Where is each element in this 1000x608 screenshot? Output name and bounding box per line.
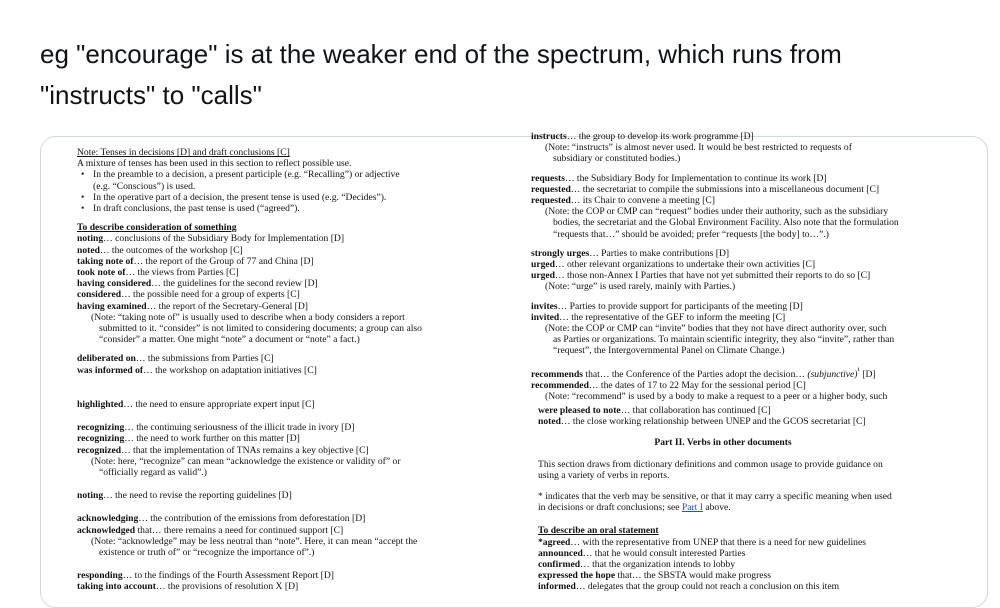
- doc-entry: highlighted… the need to ensure appropriate expert input [C]: [77, 399, 315, 410]
- doc-entry: expressed the hope that… the SBSTA would make progress: [538, 570, 772, 582]
- doc-note: (Note: “acknowledge” may be less neutral than “note”. Here, it can mean “accept the: [91, 535, 418, 547]
- doc-entry: invited… the representative of the GEF to inform the meeting [C]: [531, 311, 786, 323]
- doc-line: Note: Tenses in decisions [D] and draft conclusions [C]: [77, 147, 290, 158]
- doc-section-heading: To describe an oral statement: [538, 525, 659, 537]
- doc-entry: strongly urges… Parties to make contributions [D]: [531, 247, 730, 259]
- doc-entry: recommends that… the Conference of the Parties adopt the decision… (subjunctive)$^{^1}$ [D]: [531, 365, 876, 380]
- doc-paragraph: using a variety of verbs in reports.: [538, 469, 670, 481]
- doc-entry: noting… conclusions of the Subsidiary Body for Implementation [D]: [77, 233, 345, 245]
- doc-entry: *agreed… with the representative from UNEP that there is a need for new guidelines: [538, 536, 866, 548]
- tweet-text: [40, 34, 970, 116]
- tweet-text-line-2: "instructs" to "calls": [40, 80, 262, 110]
- doc-entry: noted… the close working relationship between UNEP and the GCOS secretariat [C]: [538, 416, 866, 428]
- doc-entry: having examined… the report of the Secretary-General [D]: [77, 300, 308, 312]
- document-right-top: [531, 131, 899, 402]
- doc-note: bodies, the secretariat and the Global Environment Facility. Also note that the formulation: [553, 217, 899, 229]
- part-i-link[interactable]: Part I: [681, 502, 703, 514]
- doc-entry: requested… its Chair to convene a meeting [C]: [531, 195, 715, 207]
- doc-entry: instructs… the group to develop its work programme [D]: [531, 131, 754, 142]
- doc-line: A mixture of tenses has been used in this section to reflect possible use.: [77, 158, 352, 170]
- doc-entry: took note of… the views from Parties [C]: [77, 267, 239, 279]
- doc-section-heading: To describe consideration of something: [77, 222, 237, 234]
- doc-entry: confirmed… that the organization intends to lobby: [538, 559, 736, 571]
- doc-entry: taking note of… the report of the Group of 77 and China [D]: [77, 255, 314, 267]
- doc-note: (Note: “instructs” is almost never used. It would be best restricted to requests of: [545, 142, 852, 154]
- doc-note: as Parties or organizations. To maintain scientific integrity, they also “invite”, rather than: [553, 334, 895, 346]
- doc-note: (Note: “taking note of” is usually used to describe when a body considers a report: [91, 311, 405, 323]
- doc-entry: noted… the outcomes of the workshop [C]: [77, 244, 243, 256]
- tweet-text-line-1: eg "encourage" is at the weaker end of the spectrum, which runs from: [40, 39, 842, 69]
- doc-bullet: • In draft conclusions, the past tense is used (“agreed”).: [77, 203, 422, 214]
- doc-entry: recommended… the dates of 17 to 22 May for the sessional period [C]: [531, 380, 806, 392]
- doc-note: “officially regard as valid”.): [99, 467, 207, 479]
- doc-entry: recognized… that the implementation of TNAs remains a key objective [C]: [77, 444, 369, 456]
- doc-entry: requested… the secretariat to compile the submissions into a miscellaneous document [C]: [531, 183, 880, 195]
- doc-entry: having considered… the guidelines for the second review [D]: [77, 278, 318, 290]
- doc-note: “request”, the Intergovernmental Panel on Climate Change.): [553, 345, 785, 357]
- doc-part-heading: Part II. Verbs in other documents: [654, 437, 792, 449]
- document-right-top-crop: [531, 131, 987, 403]
- doc-note: subsidiary or constituted bodies.): [553, 153, 681, 165]
- doc-entry: were pleased to note… that collaboration has continued [C]: [538, 405, 771, 416]
- doc-paragraph: This section draws from dictionary definitions and common usage to provide guidance on: [538, 458, 883, 470]
- doc-entry: responding… to the findings of the Fourth Assessment Report [D]: [77, 570, 334, 582]
- doc-entry: taking into account… the provisions of resolution X [D]: [77, 581, 299, 593]
- doc-entry: acknowledging… the contribution of the emissions from deforestation [D]: [77, 513, 366, 525]
- doc-entry: recognizing… the need to work further on this matter [D]: [77, 433, 300, 445]
- doc-note: existence or truth of” or “recognize the importance of”.): [99, 547, 315, 559]
- document-right-bottom: [538, 405, 908, 593]
- doc-entry: requests… the Subsidiary Body for Implementation to continue its work [D]: [531, 172, 827, 184]
- doc-note: (Note: “recommend” is used by a body to make a request to a peer or a higher body, such: [545, 391, 888, 403]
- document-left-top: [77, 147, 422, 376]
- doc-paragraph: * indicates that the verb may be sensitive, or that it may carry a specific meaning when used: [538, 491, 892, 503]
- doc-entry: acknowledged that… there remains a need for continued support [C]: [77, 524, 344, 536]
- doc-note: (Note: the COP or CMP can “invite” bodies that they not have direct authority over, such: [545, 323, 887, 335]
- doc-entry: was informed of… the workshop on adaptation initiatives [C]: [77, 364, 317, 376]
- doc-entry: recognizing… the continuing seriousness of the illicit trade in ivory [D]: [77, 422, 355, 434]
- doc-entry: urged… those non-Annex I Parties that have not yet submitted their reports to do so [C]: [531, 270, 871, 282]
- doc-bullet: • In the preamble to a decision, a present participle (e.g. “Recalling”) or adjective: [77, 169, 422, 180]
- doc-entry: noting… the need to revise the reporting guidelines [D]: [77, 490, 292, 502]
- attached-image[interactable]: [40, 131, 988, 608]
- doc-note: “consider” a matter. One might “note” a document or “note” a fact.): [99, 334, 360, 346]
- doc-bullet: • In the operative part of a decision, the present tense is used (e.g. “Decides”).: [77, 192, 422, 203]
- doc-entry: considered… the possible need for a group of experts [C]: [77, 289, 300, 301]
- doc-entry: informed… delegates that the group could not reach a conclusion on this item: [538, 581, 840, 593]
- doc-note: submitted to it. “consider” is not limited to considering documents; a group can also: [99, 323, 422, 335]
- document-left-bottom: [77, 399, 417, 593]
- doc-line: (e.g. “Conscious”) is used.: [93, 180, 196, 192]
- doc-note: “requests that…” should be avoided; prefer “requests [the body] to…”.): [553, 228, 829, 240]
- doc-entry: invites… Parties to provide support for participants of the meeting [D]: [531, 300, 803, 312]
- doc-entry: announced… that he would consult interested Parties: [538, 547, 746, 559]
- doc-entry: deliberated on… the submissions from Parties [C]: [77, 353, 274, 365]
- doc-note: (Note: “urge” is used rarely, mainly with Parties.): [545, 281, 736, 293]
- doc-entry: urged… other relevant organizations to undertake their own activities [C]: [531, 259, 816, 271]
- doc-note: (Note: the COP or CMP can “request” bodies under their authority, such as the subsidiary: [545, 206, 889, 218]
- doc-note: (Note: here, “recognize” can mean “acknowledge the existence or validity of” or: [91, 455, 401, 467]
- doc-paragraph: in decisions or draft conclusions; see Part I above.: [538, 502, 731, 514]
